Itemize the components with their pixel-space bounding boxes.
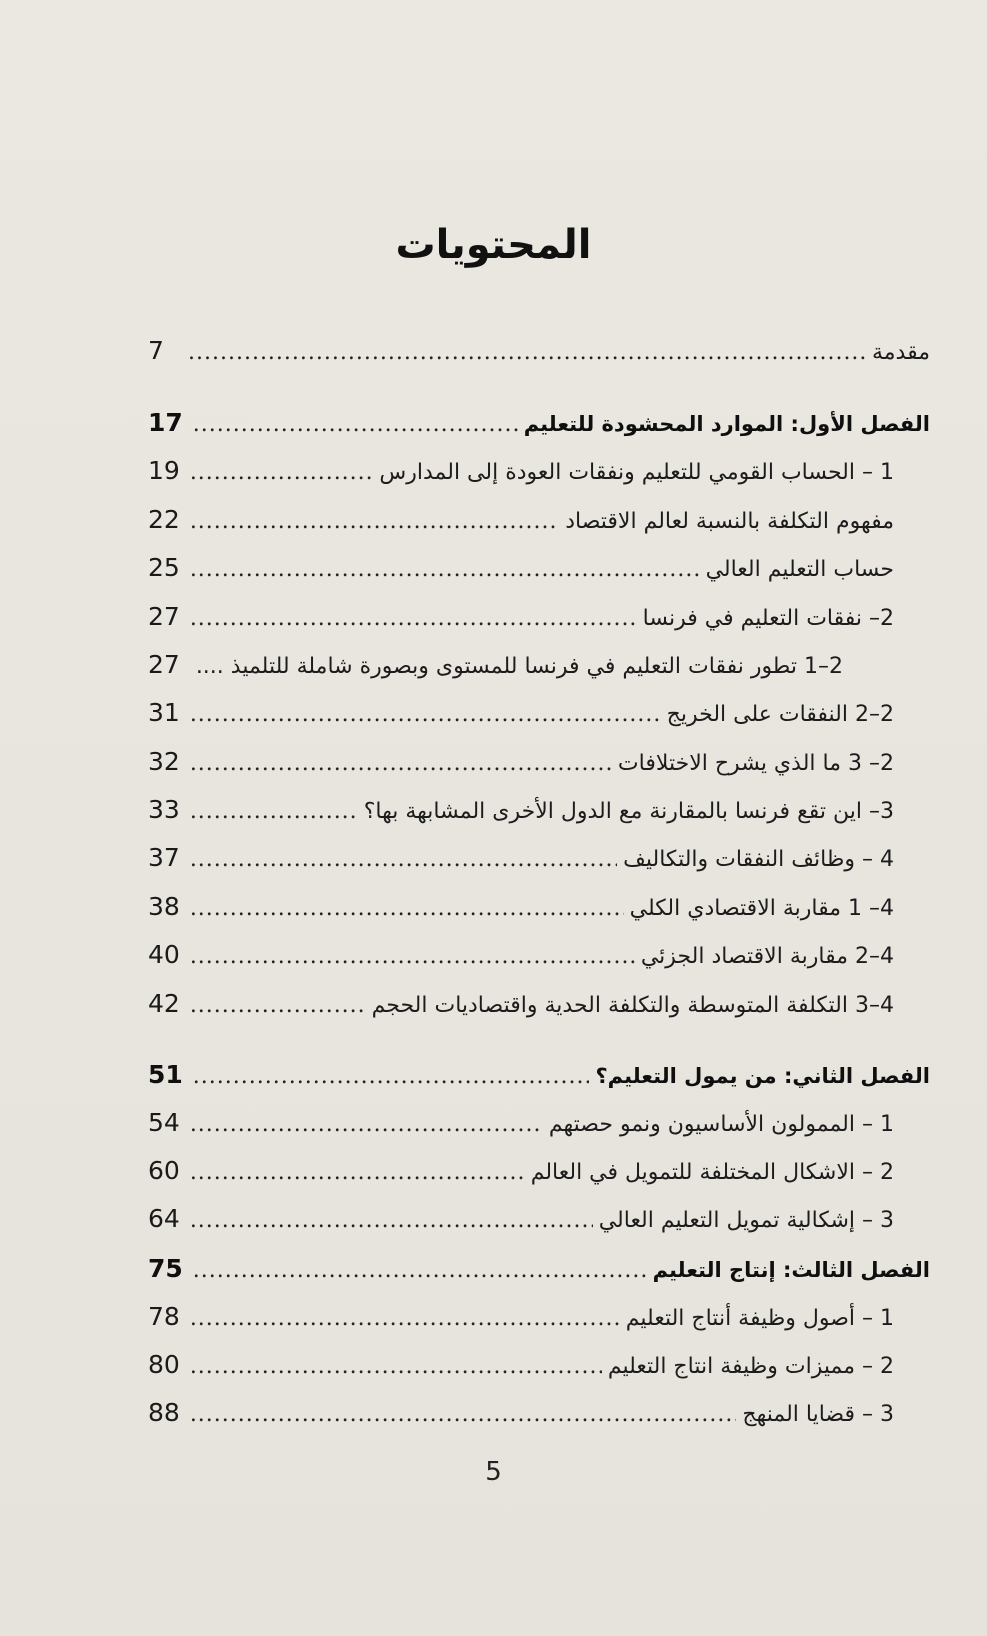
dot-leader (193, 1057, 590, 1097)
toc-entry-label: 4 – وظائف النفقات والتكاليف (623, 847, 894, 872)
toc-entry (148, 548, 930, 588)
toc-entry (148, 1103, 930, 1143)
toc-entry-label: 4–3 التكلفة المتوسطة والتكلفة الحدية واقتصاديات الحجم (371, 993, 894, 1018)
toc-entry-label: الفصل الأول: الموارد المحشودة للتعليم (523, 412, 930, 436)
toc-entry (148, 790, 930, 830)
toc-entry (148, 838, 930, 878)
toc-page-number: 25 (148, 553, 180, 582)
dot-leader (190, 599, 637, 639)
toc-entry (148, 645, 930, 685)
toc-page-number: 60 (148, 1156, 180, 1185)
toc-entry (148, 742, 930, 782)
toc-page-number: 51 (148, 1060, 183, 1089)
toc-entry-introduction (148, 331, 930, 371)
toc-entry-label: 2– 3 ما الذي يشرح الاختلافات (617, 751, 894, 776)
toc-page-number: 40 (148, 940, 180, 969)
dot-leader (190, 1201, 593, 1241)
toc-entry-label: 4– 1 مقاربة الاقتصادي الكلي (629, 896, 894, 921)
toc-entry-label: 1 – الممولون الأساسيون ونمو حصتهم (548, 1112, 894, 1137)
toc-entry (148, 1393, 930, 1433)
toc-page-number: 38 (148, 892, 180, 921)
dot-leader (190, 889, 624, 929)
toc-entry-label: الفصل الثاني: من يمول التعليم؟ (595, 1064, 930, 1088)
toc-chapter-1 (148, 403, 930, 443)
toc-entry-label: 1 – أصول وظيفة أنتاج التعليم (625, 1306, 894, 1331)
dot-leader (188, 333, 866, 373)
toc-entry-label: الفصل الثالث: إنتاج التعليم (652, 1258, 930, 1282)
toc-entry-label: 2–1 تطور نفقات التعليم في فرنسا للمستوى وبصورة شاملة للتلميذ .... (195, 654, 843, 679)
dot-leader (190, 744, 612, 784)
toc-page-number: 37 (148, 843, 180, 872)
toc-page-number: 42 (148, 989, 180, 1018)
dot-leader (193, 1251, 647, 1291)
toc-entry-label: 2 – الاشكال المختلفة للتمويل في العالم (530, 1160, 894, 1185)
toc-entry (148, 451, 930, 491)
dot-leader (190, 502, 559, 542)
dot-leader (190, 937, 635, 977)
dot-leader (193, 405, 518, 445)
toc-page-number: 27 (148, 602, 180, 631)
toc-page-number: 80 (148, 1350, 180, 1379)
toc-entry (148, 1199, 930, 1239)
toc-page-number: 31 (148, 698, 180, 727)
page-number: 5 (485, 1457, 502, 1487)
toc-chapter-2 (148, 1055, 930, 1095)
toc-entry (148, 984, 930, 1024)
dot-leader (190, 1395, 737, 1435)
toc-chapter-3 (148, 1249, 930, 1289)
toc-entry (148, 1297, 930, 1337)
page-title: المحتويات (395, 222, 592, 268)
toc-entry-label: 2 – مميزات وظيفة انتاج التعليم (607, 1354, 894, 1379)
toc-page-number: 54 (148, 1108, 180, 1137)
toc-page-number: 88 (148, 1398, 180, 1427)
toc-entry-label: مقدمة (871, 340, 930, 365)
dot-leader (190, 840, 617, 880)
toc-page-number: 17 (148, 408, 183, 437)
toc-entry-label: 3 – قضايا المنهج (742, 1402, 894, 1427)
toc-entry-label: مفهوم التكلفة بالنسبة لعالم الاقتصاد (565, 509, 894, 534)
toc-page-number: 19 (148, 456, 180, 485)
toc-entry-label: 3– اين تقع فرنسا بالمقارنة مع الدول الأخرى المشابهة بها؟ (363, 799, 894, 824)
toc-entry-label: حساب التعليم العالي (705, 557, 894, 582)
toc-entry-label: 2–2 النفقات على الخريج (666, 702, 894, 727)
dot-leader (190, 1347, 602, 1387)
toc-entry (148, 935, 930, 975)
toc-entry-label: 1 – الحساب القومي للتعليم ونفقات العودة إلى المدارس (379, 460, 894, 485)
dot-leader (190, 1153, 525, 1193)
toc-page-number: 7 (148, 336, 164, 365)
dot-leader (190, 986, 366, 1026)
toc-entry-label: 2– نفقات التعليم في فرنسا (642, 606, 894, 631)
toc-page-number: 33 (148, 795, 180, 824)
toc-entry (148, 1151, 930, 1191)
toc-entry (148, 693, 930, 733)
dot-leader (190, 1299, 620, 1339)
toc-entry-label: 4–2 مقاربة الاقتصاد الجزئي (640, 944, 894, 969)
toc-page-number: 22 (148, 505, 180, 534)
toc-page-number: 75 (148, 1254, 183, 1283)
dot-leader (190, 792, 358, 832)
toc-page-number: 32 (148, 747, 180, 776)
toc-entry-label: 3 – إشكالية تمويل التعليم العالي (598, 1208, 894, 1233)
toc-page-number: 27 (148, 650, 180, 679)
toc-page-number: 64 (148, 1204, 180, 1233)
toc-entry (148, 1345, 930, 1385)
dot-leader (190, 453, 374, 493)
toc-entry (148, 887, 930, 927)
toc-entry (148, 500, 930, 540)
toc-page-number: 78 (148, 1302, 180, 1331)
dot-leader (190, 1105, 543, 1145)
toc-entry (148, 597, 930, 637)
dot-leader (190, 550, 700, 590)
dot-leader (190, 695, 661, 735)
